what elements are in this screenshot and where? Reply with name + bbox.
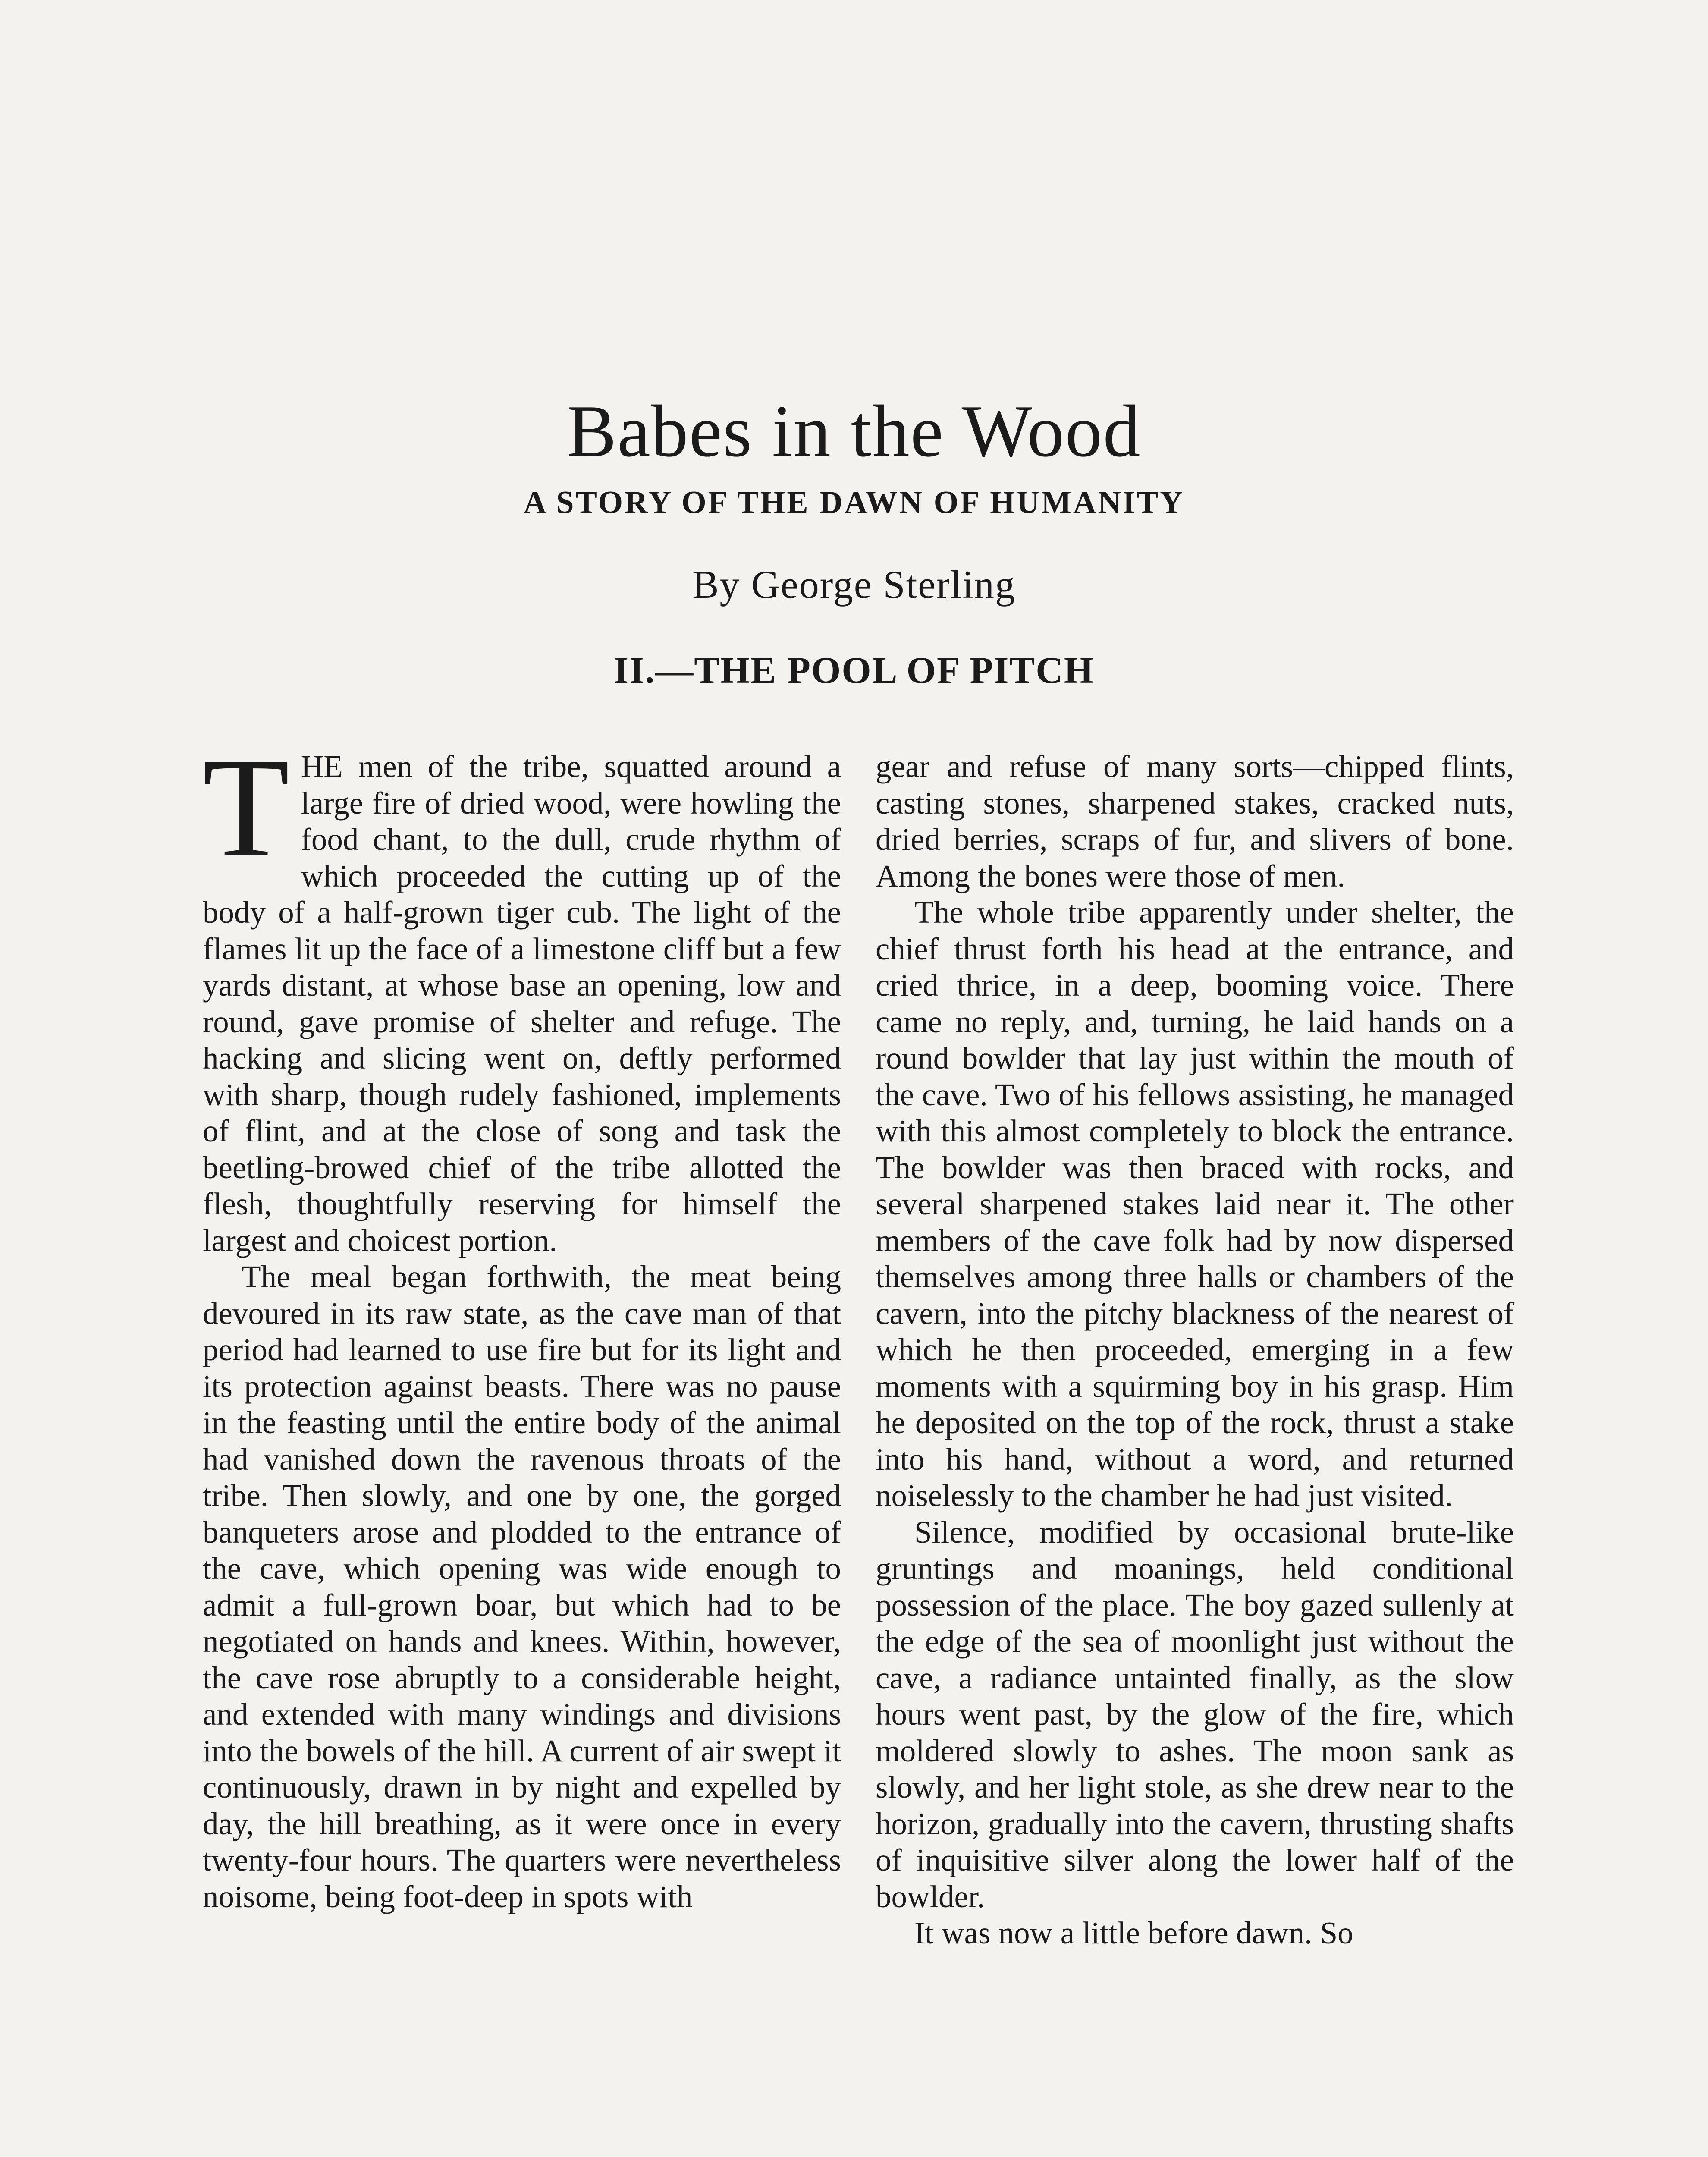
paragraph: The whole tribe apparently under shelter, the chief thrust forth his head at the entrance, and cried thrice, in a deep, booming voice. There came no reply, and, turning, he laid hands on a round bowlder that lay just within the mouth of the cave. Two of his fellows assisting, he managed with this almost completely to block the entrance. The bowlder was then braced with rocks, and several sharpened stakes laid near it. The other members of the cave folk had by now dispersed themselves among three halls or chambers of the cavern, into the pitchy blackness of the nearest of which he then proceeded, emerging in a few moments with a squirming boy in his grasp. Him he deposited on the top of the rock, thrust a stake into his hand, without a word, and returned noiselessly to the chamber he had just visited.	[876, 895, 1514, 1513]
drop-cap: T	[203, 748, 290, 887]
paragraph: Silence, modified by occasional brute-like gruntings and moanings, held conditional possession of the place. The boy gazed sullenly at the edge of the sea of moonlight just without the cave, a radiance untainted finally, as the slow hours went past, by the glow of the fire, which moldered slowly to ashes. The moon sank as slowly, and her light stole, as she drew near to the horizon, gradually into the cavern, thrusting shafts of inquisitive silver along the lower half of the bowlder.	[876, 1514, 1514, 1914]
article-title: Babes in the Wood	[567, 390, 1141, 472]
article-byline: By George Sterling	[692, 563, 1016, 607]
section-heading: II.—THE POOL OF PITCH	[613, 650, 1095, 692]
paragraph	[203, 748, 841, 1259]
paragraph: The meal began forthwith, the meat being devoured in its raw state, as the cave man of that period had learned to use fire but for its light and its protection against beasts. There was no pause in the feasting until the entire body of the animal had vanished down the ravenous throats of the tribe. Then slowly, and one by one, the gorged banqueters arose and plodded to the entrance of the cave, which opening was wide enough to admit a full-grown boar, but which had to be negotiated on hands and knees. Within, however, the cave rose abruptly to a considerable height, and extended with many windings and divisions into the bowels of the hill. A current of air swept it continuously, drawn in by night and expelled by day, the hill breathing, as it were once in every twenty-four hours. The quarters were nevertheless noisome, being foot-deep in spots with	[203, 1259, 841, 1914]
article-subtitle: A STORY OF THE DAWN OF HUMANITY	[523, 485, 1185, 520]
text-column-left	[203, 748, 841, 2157]
paragraph: gear and refuse of many sorts—chipped flints, casting stones, sharpened stakes, cracked nuts, dried berries, scraps of fur, and slivers of bone. Among the bones were those of men.	[876, 749, 1514, 893]
text-column-right	[876, 748, 1514, 2157]
paragraph: It was now a little before dawn. So	[914, 1915, 1353, 1950]
paragraph-text: HE men of the tribe, squatted around a large fire of dried wood, were howling the food chant, to the dull, crude rhythm of which proceeded the cutting up of the body of a half-grown tiger cub. The light of the flames lit up the face of a limestone cliff but a few yards distant, at whose base an opening, low and round, gave promise of shelter and refuge. The hacking and slicing went on, deftly performed with sharp, though rudely fashioned, implements of flint, and at the close of song and task the beetling-browed chief of the tribe allotted the flesh, thoughtfully reserving for himself the largest and choicest portion.	[203, 749, 841, 1258]
